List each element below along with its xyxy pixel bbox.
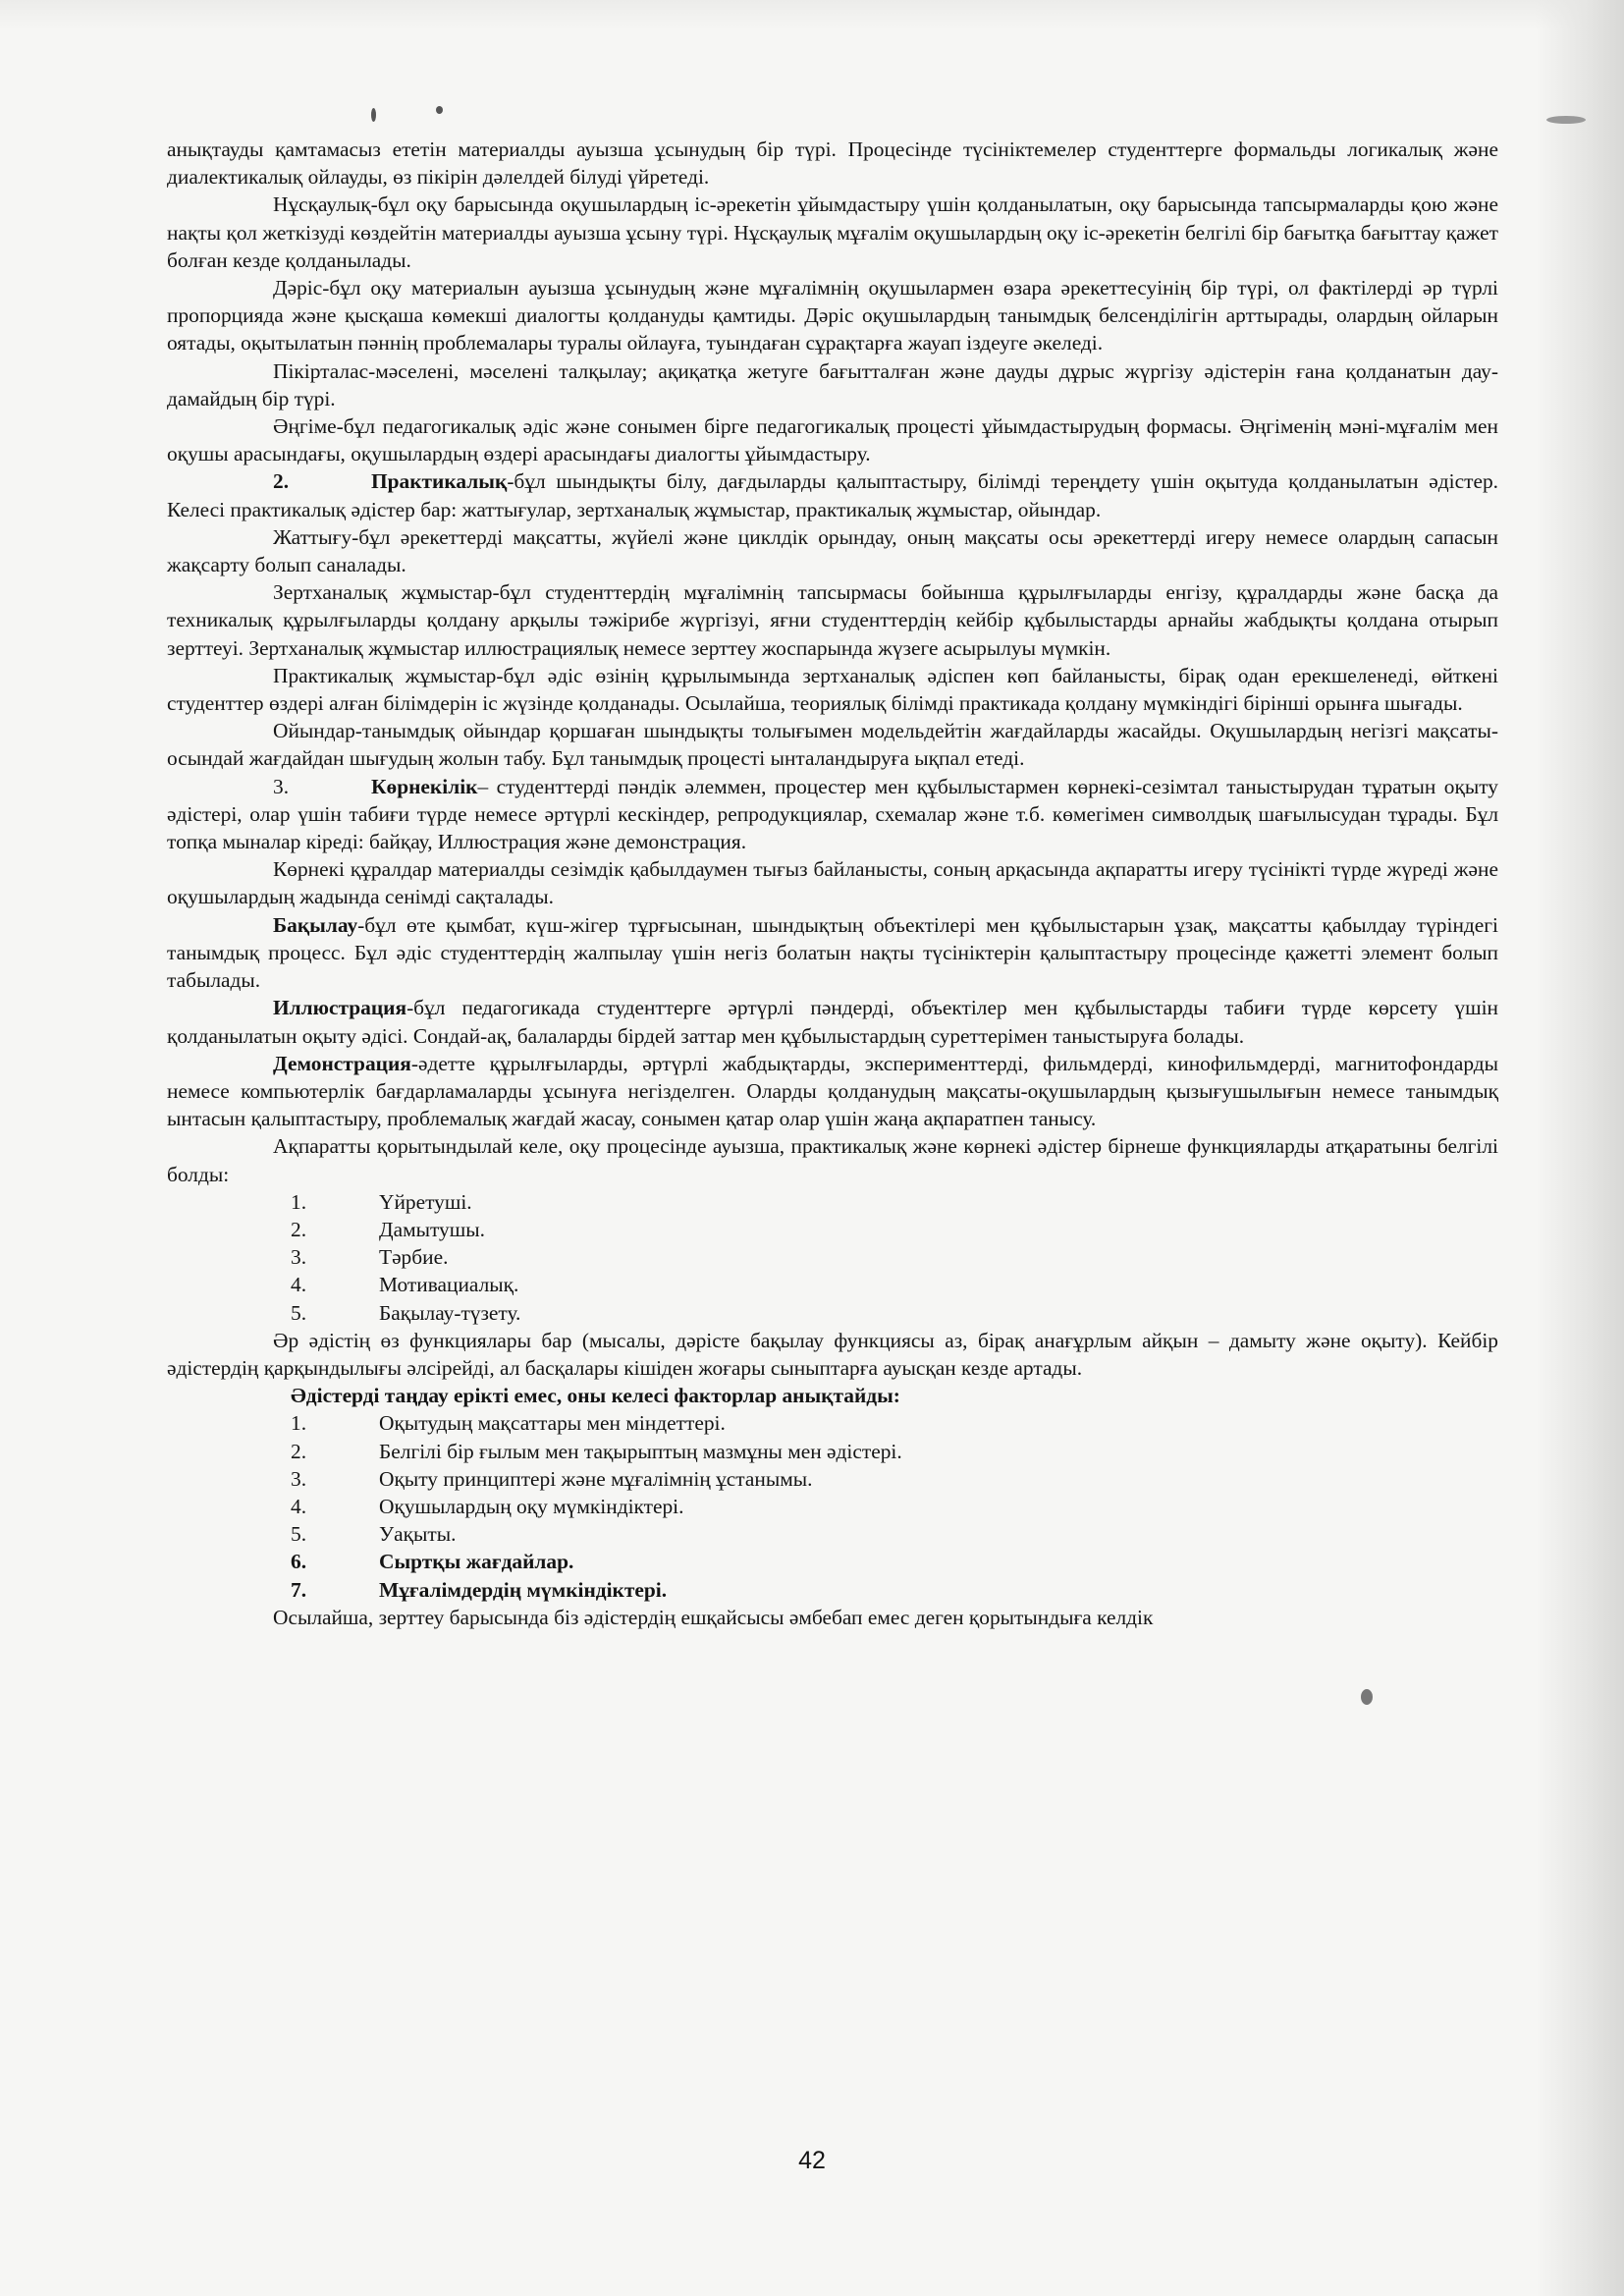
list-text: Тәрбие. — [379, 1245, 449, 1270]
list-item — [167, 1216, 1498, 1243]
list-item — [167, 1438, 1498, 1465]
list-number: 4. — [291, 1273, 307, 1297]
scan-top-shadow — [0, 0, 1624, 29]
section-number: 3. — [273, 774, 290, 798]
list-text: Оқыту принциптері және мұғалімнің ұстанымы. — [379, 1466, 813, 1491]
paragraph: Нұсқаулық-бұл оқу барысында оқушылардың іс-әрекетін ұйымдастыру үшін қолданылатын, оқу барысында тапсырмаларды қою және нақты қол жеткізуді көздейтін материалды ауызша ұсыну түрі. Нұсқаулық мұғалім оқушылардың оқу іс-әрекетін белгілі бір бағытқа бағыттау қажет болған кезде қолданылады. — [167, 192, 1498, 272]
paragraph: Жаттығу-бұл әрекеттерді мақсатты, жүйелі және циклдік орындау, оның мақсаты осы әрекеттерді игеру немесе олардың сапасын жақсарту болып саналады. — [167, 524, 1498, 577]
list-number: 1. — [291, 1411, 307, 1436]
paragraph — [167, 994, 1498, 1049]
factors-list — [167, 1409, 1498, 1603]
list-text: Үйретуші. — [379, 1189, 472, 1214]
section-heading: Әдістерді таңдау ерікті емес, оны келесі факторлар анықтайды: — [291, 1384, 900, 1408]
scan-speck — [1546, 116, 1586, 124]
paragraph: анықтауды қамтамасыз ететін материалды ауызша ұсынудың бір түрі. Процесінде түсініктемелер студенттерге формальды логикалық және диалектикалық ойлауды, өз пікірін дәлелдей білуді үйретеді. — [167, 137, 1498, 190]
paragraph: Көрнекі құралдар материалды сезімдік қабылдаумен тығыз байланысты, соның арқасында ақпаратты игеру түсінікті түрде жүреді және оқушылардың жадында сенімді сақталады. — [167, 857, 1498, 909]
paragraph-text: -бұл өте қымбат, күш-жігер тұрғысынан, шындықтың объектілері мен құбылыстарын ұзақ, мақсатты қабылдау түріндегі танымдық процесс. Бұл әдіс студенттердің жалпылау үшін негіз болатын нақты түсініктерін қалыптастыру процесінде қажетті элемент болып табылады. — [167, 912, 1498, 993]
list-number: 6. — [291, 1550, 307, 1574]
scan-speck — [371, 108, 376, 122]
paragraph: Зертханалық жұмыстар-бұл студенттердің мұғалімнің тапсырмасы бойынша құрылғыларды енгізу, құралдарды және басқа да техникалық құрылғыларды қолдану арқылы тәжірибе жүргізуі, яғни студенттердің кейбір құбылыстарды арнайы жабдықты қолдана отырып зерттеуі. Зертханалық жұмыстар иллюстрациялық немесе зерттеу жоспарында жүзеге асырылуы мүмкін. — [167, 580, 1498, 660]
list-text: Мұғалімдердің мүмкіндіктері. — [379, 1577, 668, 1602]
list-item — [167, 1576, 1498, 1604]
list-text: Белгілі бір ғылым мен тақырыптың мазмұны мен әдістері. — [379, 1439, 902, 1463]
paragraph: Осылайша, зерттеу барысында біз әдістердің ешқайсысы әмбебап емес деген қорытындыға келдік — [273, 1605, 1154, 1629]
list-item — [167, 1243, 1498, 1271]
list-text: Мотивациалық. — [379, 1273, 519, 1297]
list-number: 3. — [291, 1245, 307, 1270]
paragraph — [167, 911, 1498, 995]
list-item — [167, 1493, 1498, 1520]
term: Бақылау — [273, 912, 358, 937]
section-number: 2. — [273, 469, 290, 494]
list-number: 2. — [291, 1439, 307, 1463]
list-number: 1. — [291, 1189, 307, 1214]
list-item — [167, 1299, 1498, 1327]
term: Иллюстрация — [273, 996, 407, 1020]
paragraph: Әр әдістің өз функциялары бар (мысалы, дәрісте бақылау функциясы аз, бірақ анағұрлым айқын – дамыту және оқыту). Кейбір әдістердің қарқындылығы әлсірейді, ал басқалары кішіден жоғары сыныптарға ауысқан кезде артады. — [167, 1328, 1498, 1380]
list-number: 4. — [291, 1494, 307, 1518]
paragraph: Әңгіме-бұл педагогикалық әдіс және сонымен бірге педагогикалық процесті ұйымдастырудың формасы. Әңгіменің мәні-мұғалім мен оқушы арасындағы, оқушылардың өздері арасындағы диалогты ұйымдастыру. — [167, 414, 1498, 466]
list-item — [167, 1548, 1498, 1575]
list-number: 3. — [291, 1466, 307, 1491]
paragraph — [167, 1050, 1498, 1133]
paragraph-text: – студенттерді пәндік әлеммен, процестер мен құбылыстармен көрнекі-сезімтал таныстырудан тұратын оқыту әдістері, олар үшін табиғи түрде немесе әртүрлі кескіндер, репродукциялар, схемалар және т.б. көмегімен символдық шағылысудан тұрады. Бұл топқа мыналар кіреді: байқау, Иллюстрация және демонстрация. — [167, 774, 1498, 854]
list-item — [167, 1409, 1498, 1437]
list-item — [167, 1188, 1498, 1216]
list-text: Сыртқы жағдайлар. — [379, 1550, 574, 1574]
paragraph-text: -бұл педагогикада студенттерге әртүрлі пәндерді, объектілер мен құбылыстарды табиғи түрде көрсету үшін қолданылатын оқыту әдісі. Сондай-ақ, балаларды бірдей заттар мен құбылыстардың суреттерімен таныстыруға болады. — [167, 996, 1498, 1048]
scan-speck — [1361, 1689, 1373, 1705]
page-number: 42 — [798, 2147, 826, 2174]
section-paragraph — [167, 467, 1498, 522]
section-title: Практикалық — [371, 469, 508, 494]
list-number: 2. — [291, 1217, 307, 1241]
list-number: 7. — [291, 1577, 307, 1602]
functions-list — [167, 1188, 1498, 1327]
list-text: Оқушылардың оқу мүмкіндіктері. — [379, 1494, 684, 1518]
list-number: 5. — [291, 1300, 307, 1325]
list-item — [167, 1465, 1498, 1493]
list-text: Уақыты. — [379, 1522, 457, 1547]
list-number: 5. — [291, 1522, 307, 1547]
paragraph-text: -әдетте құрылғыларды, әртүрлі жабдықтарды, эксперименттерді, фильмдерді, кинофильмдерді, магнитофондарды немесе компьютерлік бағдарламаларды ұсынуға негізделген. Оларды қолданудың мақсаты-оқушылардың қызығушылығын немесе танымдық ынтасын қалыптастыру, проблемалық жағдай жасау, сонымен қатар олар үшін жаңа ақпаратпен танысу. — [167, 1051, 1498, 1131]
paragraph: Ойындар-танымдық ойындар қоршаған шындықты толығымен модельдейтін жағдайларды жасайды. Оқушылардың негізгі мақсаты-осындай жағдайдан шығудың жолын табу. Бұл танымдық процесті ынталандыруға ықпал етеді. — [167, 719, 1498, 771]
paragraph: Практикалық жұмыстар-бұл әдіс өзінің құрылымында зертханалық әдіспен көп байланысты, бірақ одан ерекшеленеді, өйткені студенттер өздері алған білімдерін іс жүзінде қолданады. Осылайша, теориялық білімді практикада қолдану мүмкіндігі бірінші орынға шығады. — [167, 663, 1498, 716]
term: Демонстрация — [273, 1051, 411, 1075]
paragraph: Пікірталас-мәселені, мәселені талқылау; ақиқатқа жетуге бағытталған және дауды дұрыс жүргізу әдістерін ғана қолданатын дау-дамайдың бір түрі. — [167, 358, 1498, 410]
list-item — [167, 1520, 1498, 1548]
list-text: Оқытудың мақсаттары мен міндеттері. — [379, 1411, 726, 1436]
paragraph: Дәріс-бұл оқу материалын ауызша ұсынудың және мұғалімнің оқушылармен өзара әрекеттесуінің бір түрі, ол фактілерді әр түрлі пропорцияда және қысқаша көмекші диалогты қолдануды қамтиды. Дәріс оқушылардың танымдық белсенділігін арттырады, олардың ойларын оятады, оқытылатын пәннің проблемалары туралы ойлауға, туындаған сұрақтарға жауап іздеуге әкеледі. — [167, 276, 1498, 355]
scan-speck — [436, 106, 443, 114]
list-text: Дамытушы. — [379, 1217, 485, 1241]
document-page — [167, 136, 1498, 1631]
paragraph-text: -бұл шындықты білу, дағдыларды қалыптастыру, білімді тереңдету үшін оқытуда қолданылатын әдістер. Келесі практикалық әдістер бар: жаттығулар, зертханалық жұмыстар, практикалық жұмыстар, ойындар. — [167, 469, 1498, 521]
list-item — [167, 1271, 1498, 1298]
paragraph: Ақпаратты қорытындылай келе, оқу процесінде ауызша, практикалық және көрнекі әдістер бірнеше функцияларды атқаратыны белгілі болды: — [167, 1134, 1498, 1186]
section-paragraph — [167, 773, 1498, 856]
list-text: Бақылау-түзету. — [379, 1300, 521, 1325]
section-title: Көрнекілік — [371, 774, 478, 798]
scan-edge-shadow — [1536, 0, 1624, 2296]
